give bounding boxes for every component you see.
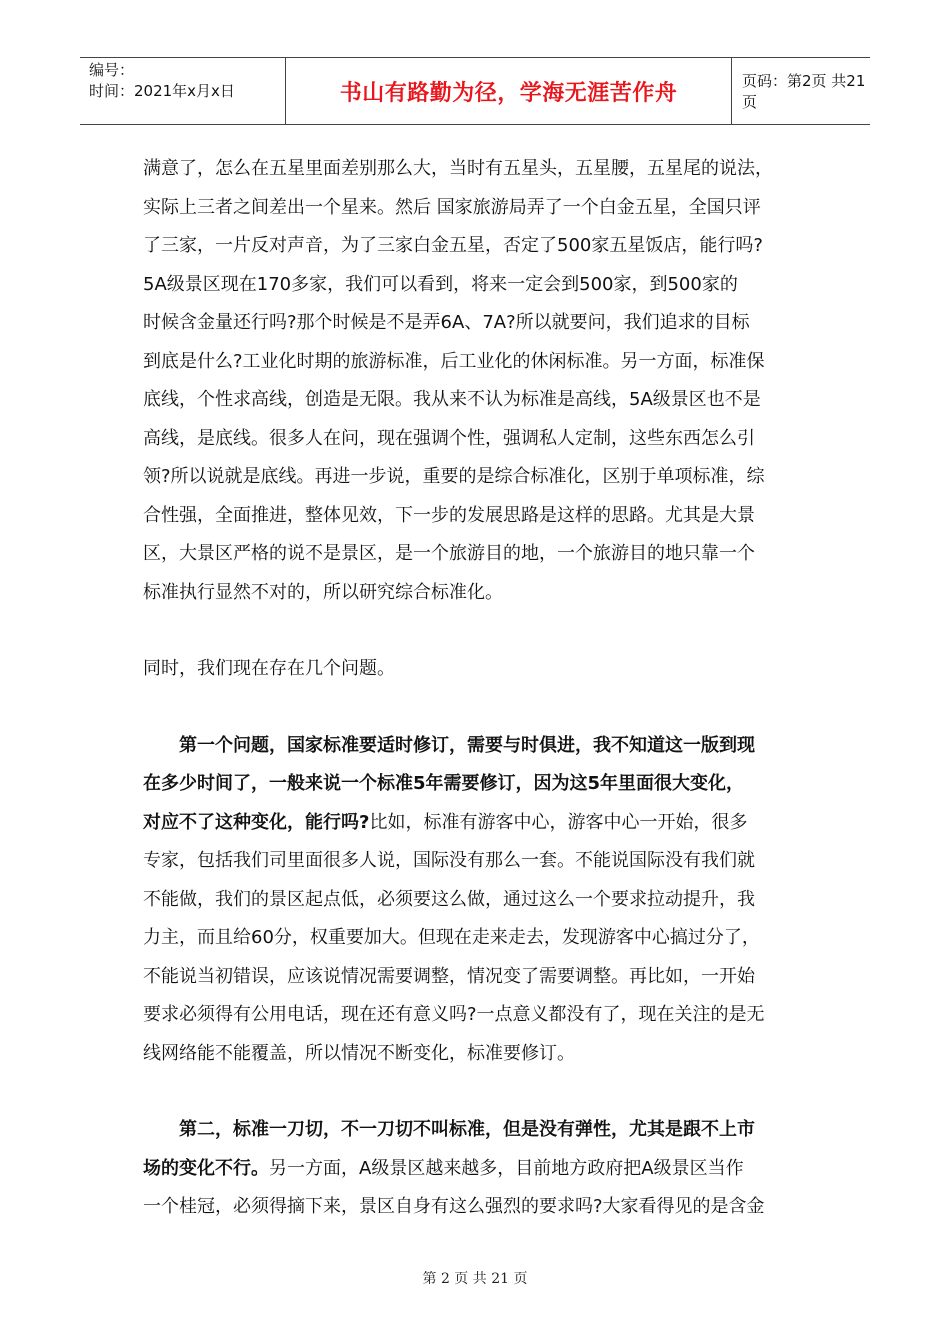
- text-line: 区，大景区严格的说不是景区，是一个旅游目的地，一个旅游目的地只靠一个: [143, 543, 755, 564]
- text-line: 另一方面，A级景区越来越多，目前地方政府把A级景区当作: [269, 1157, 744, 1179]
- text-line-bold: 第一个问题，国家标准要适时修订，需要与时俱进，我不知道这一版到现: [179, 734, 755, 756]
- text-line-bold: 对应不了这种变化，能行吗?: [143, 811, 370, 833]
- text-line-bold: 在多少时间了，一般来说一个标准5年需要修订，因为这5年里面很大变化，: [143, 773, 745, 794]
- page-footer: 第 2 页 共 21 页: [422, 1271, 528, 1287]
- document-header: [80, 57, 870, 125]
- text-line: 合性强，全面推进，整体见效，下一步的发展思路是这样的思路。尤其是大景: [143, 504, 755, 526]
- text-line-bold: 场的变化不行。: [143, 1157, 269, 1179]
- header-motto: 书山有路勤为径，学海无涯苦作舟: [285, 58, 732, 124]
- text-line: 不能说当初错误，应该说情况需要调整，情况变了需要调整。再比如，一开始: [143, 965, 755, 987]
- text-line: 一个桂冠，必须得摘下来，景区自身有这么强烈的要求吗?大家看得见的是含金: [143, 1196, 765, 1217]
- text-line: 线网络能不能覆盖，所以情况不断变化，标准要修订。: [143, 1042, 575, 1064]
- text-line: 标准执行显然不对的，所以研究综合标准化。: [143, 581, 503, 603]
- paragraph-2: [143, 650, 813, 689]
- header-meta: [80, 58, 285, 124]
- document-body: [143, 150, 813, 1227]
- text-line: 要求必须得有公用电话，现在还有意义吗?一点意义都没有了，现在关注的是无: [143, 1004, 765, 1025]
- paragraph-4: [143, 1111, 813, 1227]
- text-line: 同时，我们现在存在几个问题。: [143, 658, 395, 679]
- text-line: 满意了，怎么在五星里面差别那么大，当时有五星头，五星腰，五星尾的说法，: [143, 158, 773, 179]
- text-line: 了三家，一片反对声音，为了三家白金五星，否定了500家五星饭店，能行吗?: [143, 235, 763, 256]
- text-line: 底线，个性求高线，创造是无限。我从来不认为标准是高线，5A级景区也不是: [143, 389, 761, 410]
- text-line: 5A级景区现在170多家，我们可以看到，将来一定会到500家，到500家的: [143, 273, 738, 295]
- text-line: 力主，而且给60分，权重要加大。但现在走来走去，发现游客中心搞过分了，: [143, 927, 760, 948]
- document-number-label: 编号：: [89, 61, 135, 79]
- text-line: 到底是什么?工业化时期的旅游标准，后工业化的休闲标准。另一方面，标准保: [143, 350, 765, 372]
- header-page-info: 页码：第2页 共21页: [742, 72, 866, 111]
- text-line: 高线，是底线。很多人在问，现在强调个性，强调私人定制，这些东西怎么引: [143, 427, 755, 449]
- paragraph-1: [143, 150, 813, 612]
- text-line: 时候含金量还行吗?那个时候是不是弄6A、7A?所以就要问，我们追求的目标: [143, 312, 750, 333]
- text-line: 领?所以说就是底线。再进一步说，重要的是综合标准化，区别于单项标准，综: [143, 466, 765, 487]
- text-line: 实际上三者之间差出一个星来。然后 国家旅游局弄了一个白金五星，全国只评: [143, 196, 761, 218]
- text-line: 比如，标准有游客中心，游客中心一开始，很多: [369, 811, 748, 833]
- text-line-bold: 第二，标准一刀切，不一刀切不叫标准，但是没有弹性，尤其是跟不上市: [179, 1119, 755, 1140]
- document-date-label: 时间：2021年x月x日: [89, 82, 235, 100]
- paragraph-3: [143, 727, 813, 1074]
- text-line: 专家，包括我们司里面很多人说，国际没有那么一套。不能说国际没有我们就: [143, 850, 755, 871]
- text-line: 不能做，我们的景区起点低，必须要这么做，通过这么一个要求拉动提升，我: [143, 888, 755, 910]
